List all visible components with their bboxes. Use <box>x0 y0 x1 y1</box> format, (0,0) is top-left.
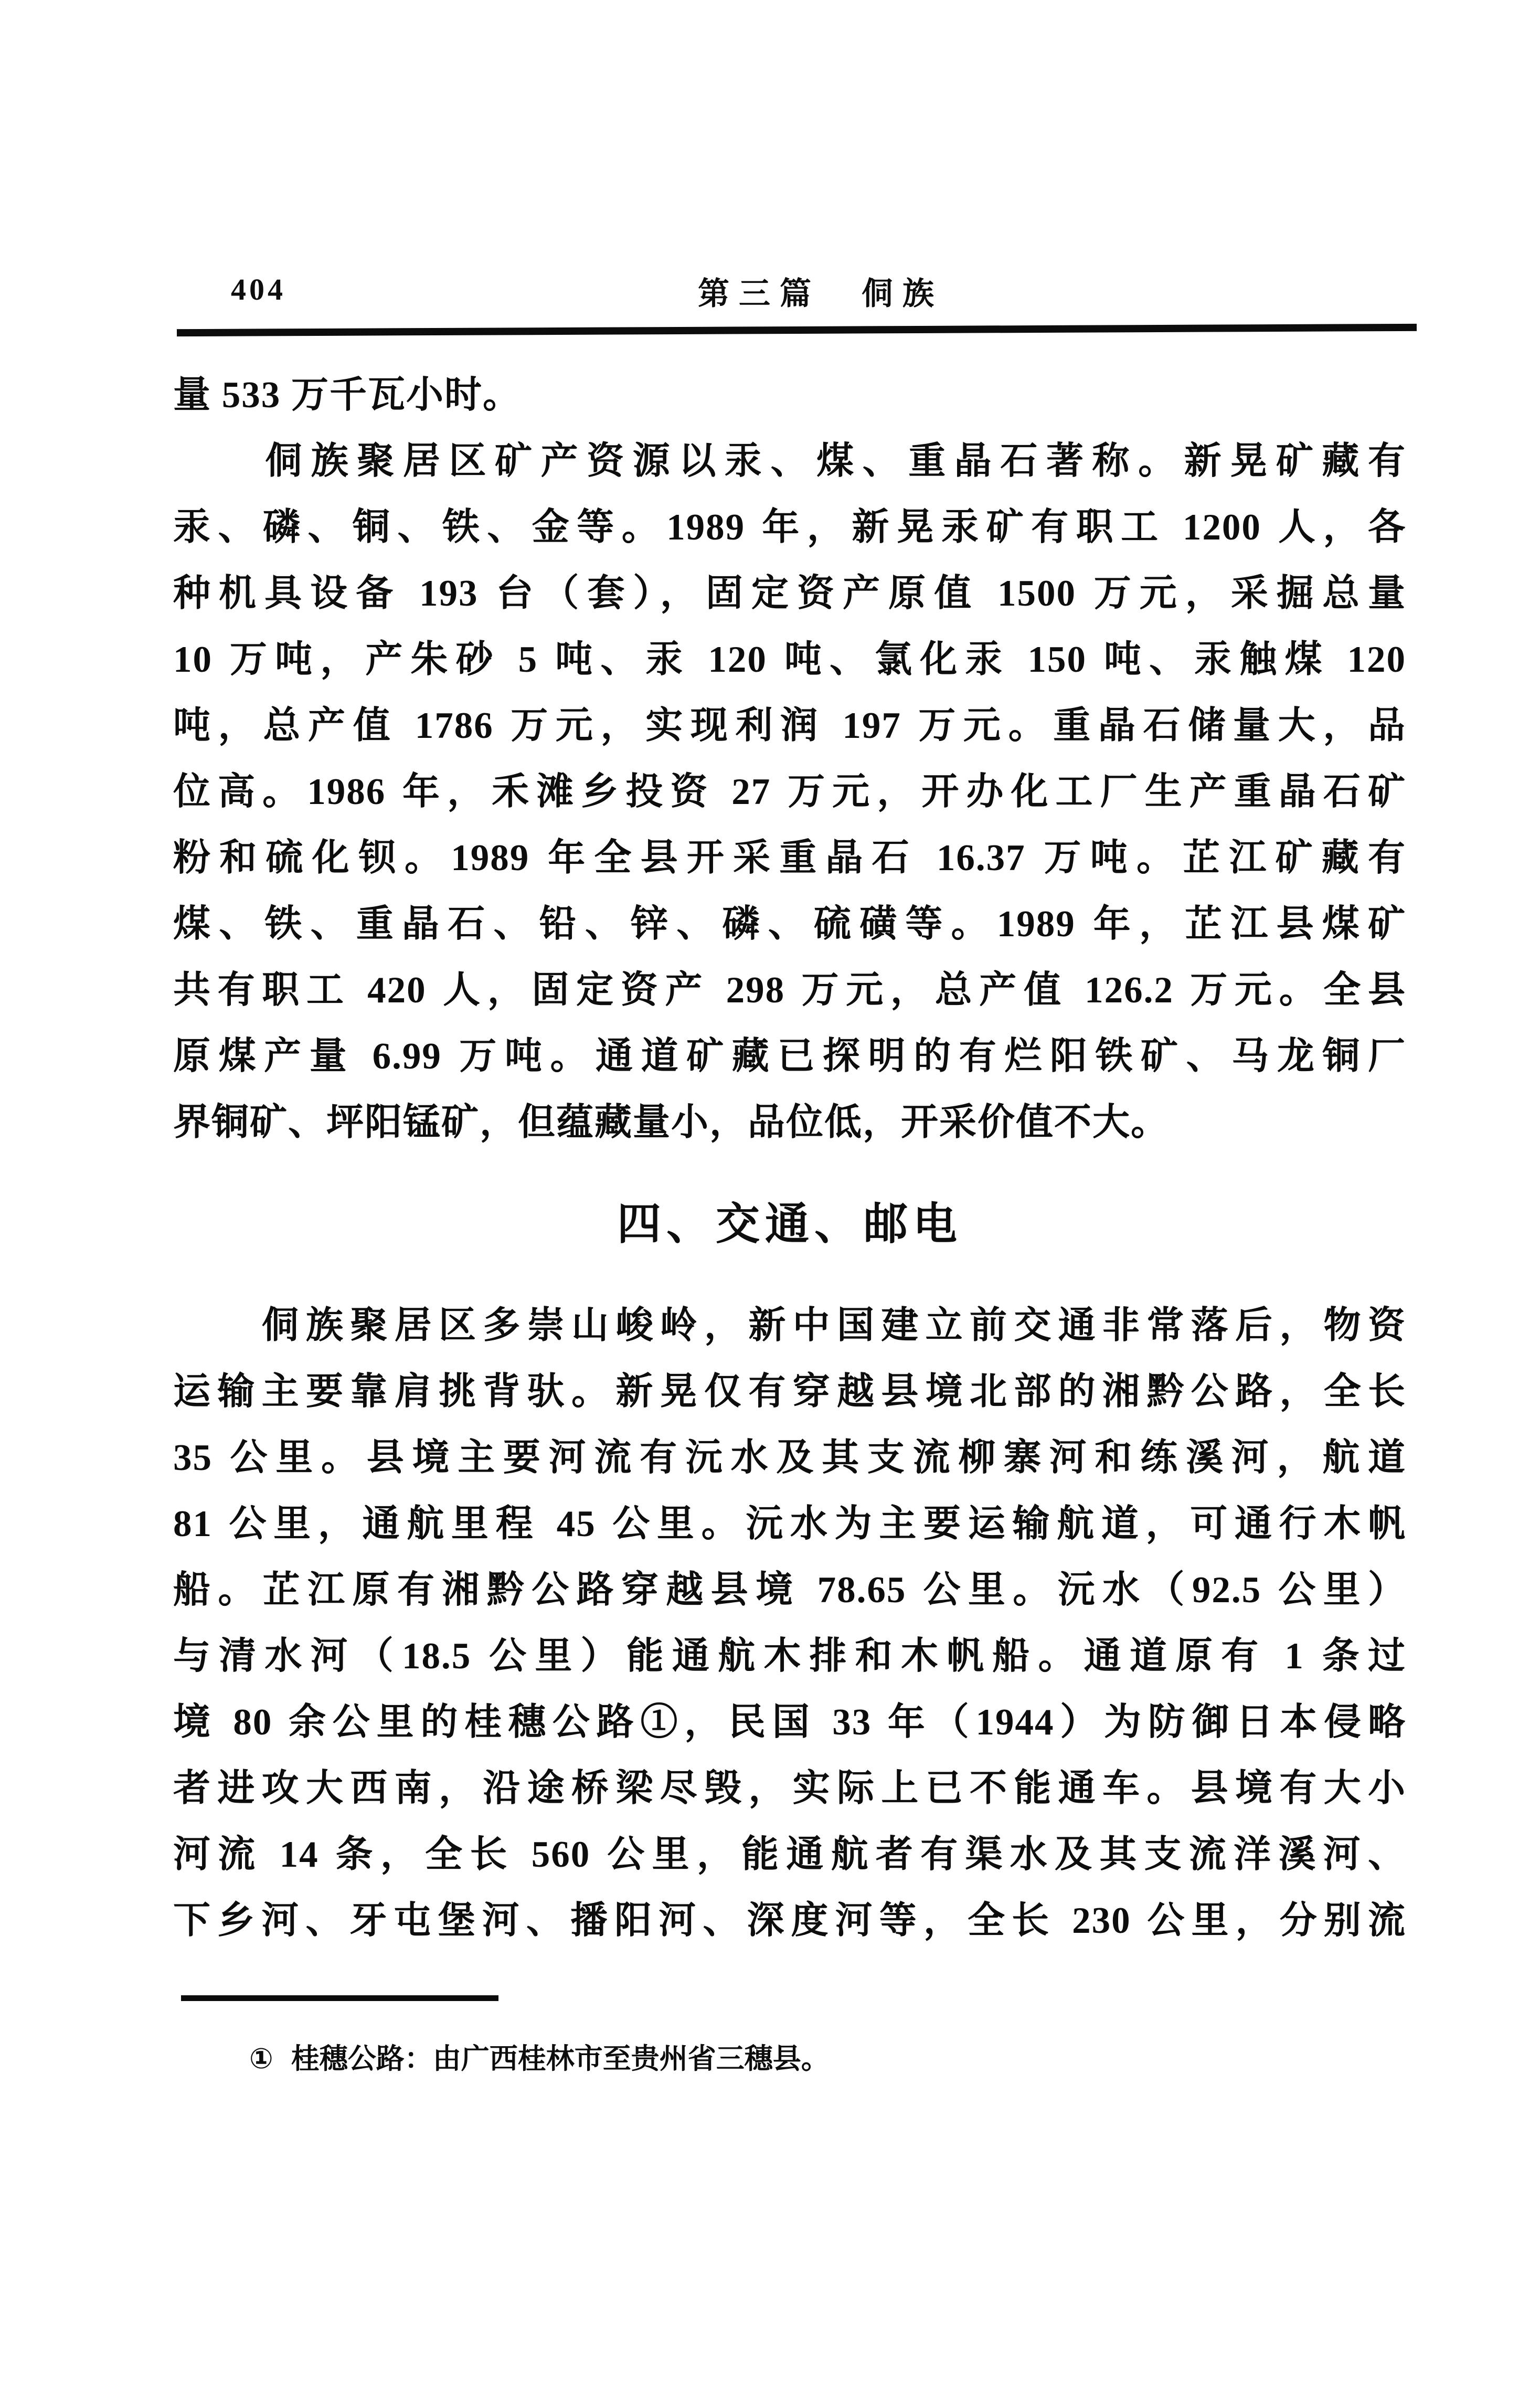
text-line: 侗族聚居区矿产资源以汞、煤、重晶石著称。新晃矿藏有 <box>173 441 1406 482</box>
footnote <box>249 2040 830 2077</box>
text-line: 侗族聚居区多崇山峻岭，新中国建立前交通非常落后，物资 <box>173 1305 1406 1346</box>
text-line: 81 公里，通航里程 45 公里。沅水为主要运输航道，可通行木帆 <box>173 1504 1406 1544</box>
text-line: 者进攻大西南，沿途桥梁尽毁，实际上已不能通车。县境有大小 <box>173 1768 1406 1809</box>
text-line: 吨，总产值 1786 万元，实现利润 197 万元。重晶石储量大，品 <box>173 705 1406 746</box>
footnote-marker: ① <box>249 2043 273 2075</box>
text-line: 粉和硫化钡。1989 年全县开采重晶石 16.37 万吨。芷江矿藏有 <box>173 838 1406 879</box>
text-line: 境 80 余公里的桂穗公路①，民国 33 年（1944）为防御日本侵略 <box>173 1702 1406 1743</box>
paragraph-transport-post <box>173 1293 1406 1954</box>
text-line: 煤、铁、重晶石、铅、锌、磷、硫磺等。1989 年，芷江县煤矿 <box>173 904 1406 945</box>
text-line: 种机具设备 193 台（套），固定资产原值 1500 万元，采掘总量 <box>173 573 1406 614</box>
text-line: 船。芷江原有湘黔公路穿越县境 78.65 公里。沅水（92.5 公里） <box>173 1570 1406 1611</box>
text-line: 汞、磷、铜、铁、金等。1989 年，新晃汞矿有职工 1200 人，各 <box>173 507 1406 548</box>
text-line: 共有职工 420 人，固定资产 298 万元，总产值 126.2 万元。全县 <box>173 970 1406 1011</box>
text-line: 原煤产量 6.99 万吨。通道矿藏已探明的有烂阳铁矿、马龙铜厂 <box>173 1036 1406 1077</box>
text-line: 量 533 万千瓦小时。 <box>173 375 522 416</box>
page-number: 404 <box>231 272 286 306</box>
text-line: 运输主要靠肩挑背驮。新晃仅有穿越县境北部的湘黔公路，全长 <box>173 1371 1406 1412</box>
header-rule <box>177 324 1417 336</box>
text-line: 10 万吨，产朱砂 5 吨、汞 120 吨、氯化汞 150 吨、汞触煤 120 <box>173 639 1406 680</box>
paragraph-mineral-resources <box>173 362 1406 1156</box>
footnote-text: 桂穗公路：由广西桂林市至贵州省三穗县。 <box>291 2043 830 2075</box>
text-line: 河流 14 条，全长 560 公里，能通航者有渠水及其支流洋溪河、 <box>173 1834 1406 1875</box>
running-header-title: 第三篇 侗族 <box>698 276 943 311</box>
footnote-separator-rule <box>181 1995 498 2001</box>
text-line: 35 公里。县境主要河流有沅水及其支流柳寨河和练溪河，航道 <box>173 1437 1406 1478</box>
text-line: 下乡河、牙屯堡河、播阳河、深度河等，全长 230 公里，分别流 <box>173 1900 1406 1941</box>
text-line: 与清水河（18.5 公里）能通航木排和木帆船。通道原有 1 条过 <box>173 1636 1406 1677</box>
section-heading: 四、交通、邮电 <box>617 1199 962 1248</box>
text-line: 位高。1986 年，禾滩乡投资 27 万元，开办化工厂生产重晶石矿 <box>173 771 1406 812</box>
text-line: 界铜矿、坪阳锰矿，但蕴藏量小，品位低，开采价值不大。 <box>173 1102 1170 1143</box>
